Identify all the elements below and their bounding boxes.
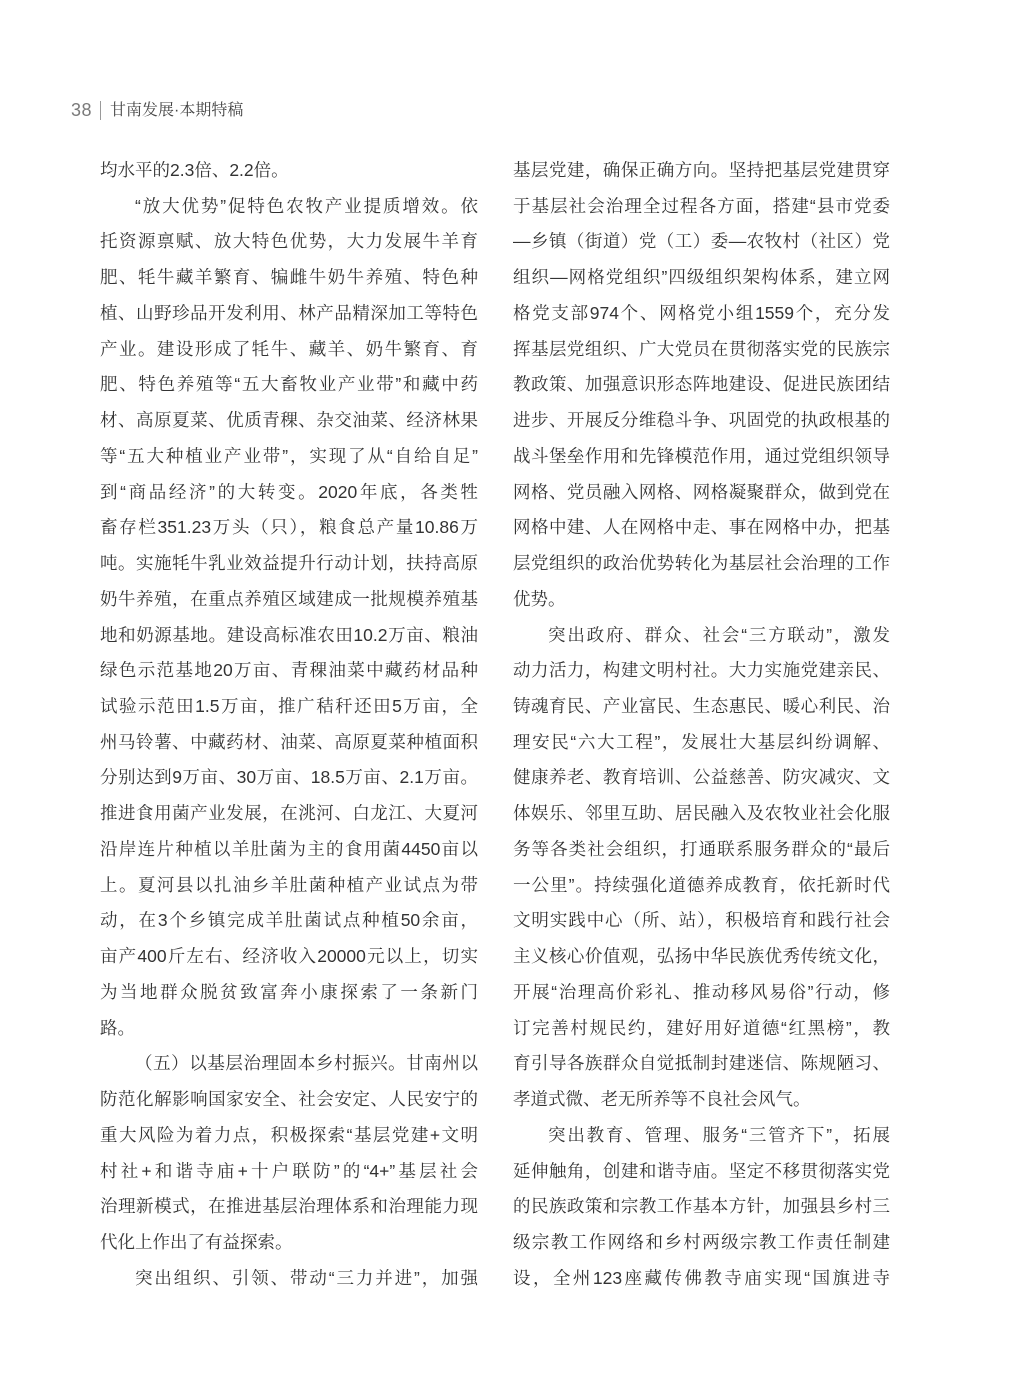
text-line: 层党组织的政治优势转化为基层社会治理的工作 — [513, 553, 890, 574]
text-line: 代化上作出了有益探索。 — [100, 1232, 293, 1253]
text-line: 体娱乐、邻里互助、居民融入及农牧业社会化服 — [513, 803, 890, 824]
continued-paragraph — [513, 153, 890, 618]
text-line: 分别达到9万亩、30万亩、18.5万亩、2.1万亩。 — [100, 767, 478, 788]
paragraph — [513, 1118, 890, 1297]
text-line: 级宗教工作网络和乡村两级宗教工作责任制建 — [513, 1232, 890, 1253]
text-line: 格党支部974个、网格党小组1559个，充分发 — [513, 302, 890, 323]
text-line: 重大风险为着力点，积极探索“基层党建+文明 — [100, 1124, 478, 1145]
text-line: 基层党建，确保正确方向。坚持把基层党建贯穿 — [513, 160, 890, 180]
text-line: 订完善村规民约，建好用好道德“红黑榜”，教 — [513, 1017, 890, 1038]
text-line: 育引导各族群众自觉抵制封建迷信、陈规陋习、 — [513, 1053, 890, 1074]
text-line: 的民族政策和宗教工作基本方针，加强县乡村三 — [513, 1196, 890, 1217]
text-line: 州马铃薯、中藏药材、油菜、高原夏菜种植面积 — [100, 731, 478, 752]
text-line: 奶牛养殖，在重点养殖区域建成一批规模养殖基 — [100, 588, 478, 609]
text-line: 网格、党员融入网格、网格凝聚群众，做到党在 — [513, 481, 890, 502]
text-line: 组织—网格党组织”四级组织架构体系，建立网 — [513, 267, 890, 288]
paragraph — [100, 189, 478, 1047]
text-line: 为当地群众脱贫致富奔小康探索了一条新门 — [100, 981, 478, 1002]
paragraph — [513, 618, 890, 1118]
text-line: 教政策、加强意识形态阵地建设、促进民族团结 — [513, 374, 890, 395]
text-line: 务等各类社会组织，打通联系服务群众的“最后 — [513, 838, 890, 859]
left-column — [100, 153, 478, 1297]
text-line: 延伸触角，创建和谐寺庙。坚定不移贯彻落实党 — [513, 1160, 890, 1181]
text-line: 动力活力，构建文明村社。大力实施党建亲民、 — [513, 660, 890, 681]
text-line: 均水平的2.3倍、2.2倍。 — [100, 160, 289, 180]
text-line: 突出教育、管理、服务“三管齐下”，拓展 — [548, 1124, 890, 1145]
text-line: —乡镇（街道）党（工）委—农牧村（社区）党 — [513, 231, 890, 252]
text-line: 推进食用菌产业发展，在洮河、白龙江、大夏河 — [100, 803, 478, 824]
text-line: 突出政府、群众、社会“三方联动”，激发 — [548, 624, 890, 645]
text-line: 植、山野珍品开发利用、林产品精深加工等特色 — [100, 302, 478, 323]
text-line: 优势。 — [513, 588, 566, 609]
section-title: 甘南发展·本期特稿 — [110, 102, 244, 119]
text-line: 吨。实施牦牛乳业效益提升行动计划，扶持高原 — [100, 553, 478, 574]
text-line: 肥、特色养殖等“五大畜牧业产业带”和藏中药 — [100, 374, 478, 395]
continued-paragraph — [100, 153, 478, 189]
text-line: 路。 — [100, 1017, 135, 1038]
text-line: （五）以基层治理固本乡村振兴。甘南州以 — [135, 1053, 478, 1074]
text-line: 产业。建设形成了牦牛、藏羊、奶牛繁育、育 — [100, 338, 478, 359]
text-line: 于基层社会治理全过程各方面，搭建“县市党委 — [513, 195, 890, 216]
text-line: 主义核心价值观，弘扬中华民族优秀传统文化， — [513, 946, 890, 967]
text-line: 铸魂育民、产业富民、生态惠民、暖心利民、治 — [513, 696, 890, 717]
right-column — [513, 153, 890, 1297]
text-line: 文明实践中心（所、站），积极培育和践行社会 — [513, 910, 890, 931]
text-line: 亩产400斤左右、经济收入20000元以上，切实 — [100, 946, 478, 967]
text-line: 设，全州123座藏传佛教寺庙实现“国旗进寺 — [513, 1267, 890, 1288]
text-line: 托资源禀赋、放大特色优势，大力发展牛羊育 — [100, 231, 478, 252]
text-line: 网格中建、人在网格中走、事在网格中办，把基 — [513, 517, 890, 538]
text-line: 挥基层党组织、广大党员在贯彻落实党的民族宗 — [513, 338, 890, 359]
text-line: 畜存栏351.23万头（只），粮食总产量10.86万 — [100, 517, 478, 538]
text-line: 动，在3个乡镇完成羊肚菌试点种植50余亩， — [100, 910, 478, 931]
text-line: 孝道式微、老无所养等不良社会风气。 — [513, 1089, 811, 1110]
text-line: 进步、开展反分维稳斗争、巩固党的执政根基的 — [513, 410, 890, 431]
running-header — [0, 0, 400, 140]
text-line: 肥、牦牛藏羊繁育、犏雌牛奶牛养殖、特色种 — [100, 267, 478, 288]
text-line: 上。夏河县以扎油乡羊肚菌种植产业试点为带 — [100, 874, 478, 895]
text-line: 村社+和谐寺庙+十户联防”的“4+”基层社会 — [100, 1160, 478, 1181]
text-line: “放大优势”促特色农牧产业提质增效。依 — [135, 195, 478, 216]
paragraph — [100, 1261, 478, 1297]
text-line: 治理新模式，在推进基层治理体系和治理能力现 — [100, 1196, 478, 1217]
text-line: 试验示范田1.5万亩，推广秸秆还田5万亩，全 — [100, 696, 478, 717]
text-line: 到“商品经济”的大转变。2020年底，各类牲 — [100, 481, 478, 502]
text-line: 绿色示范基地20万亩、青稞油菜中藏药材品种 — [100, 660, 478, 681]
text-line: 沿岸连片种植以羊肚菌为主的食用菌4450亩以 — [100, 838, 478, 859]
header-divider — [100, 101, 101, 120]
text-line: 健康养老、教育培训、公益慈善、防灾减灾、文 — [513, 767, 890, 788]
text-line: 开展“治理高价彩礼、推动移风易俗”行动，修 — [513, 981, 890, 1002]
text-line: 突出组织、引领、带动“三力并进”，加强 — [135, 1267, 478, 1288]
text-line: 等“五大种植业产业带”，实现了从“自给自足” — [100, 445, 478, 466]
text-line: 材、高原夏菜、优质青稞、杂交油菜、经济林果 — [100, 410, 478, 431]
text-line: 防范化解影响国家安全、社会安定、人民安宁的 — [100, 1089, 478, 1110]
page-number: 38 — [71, 100, 93, 120]
text-line: 理安民“六大工程”，发展壮大基层纠纷调解、 — [513, 731, 890, 752]
text-line: 一公里”。持续强化道德养成教育，依托新时代 — [513, 874, 890, 895]
text-line: 战斗堡垒作用和先锋模范作用，通过党组织领导 — [513, 445, 890, 466]
text-line: 地和奶源基地。建设高标准农田10.2万亩、粮油 — [100, 624, 478, 645]
paragraph — [100, 1046, 478, 1260]
